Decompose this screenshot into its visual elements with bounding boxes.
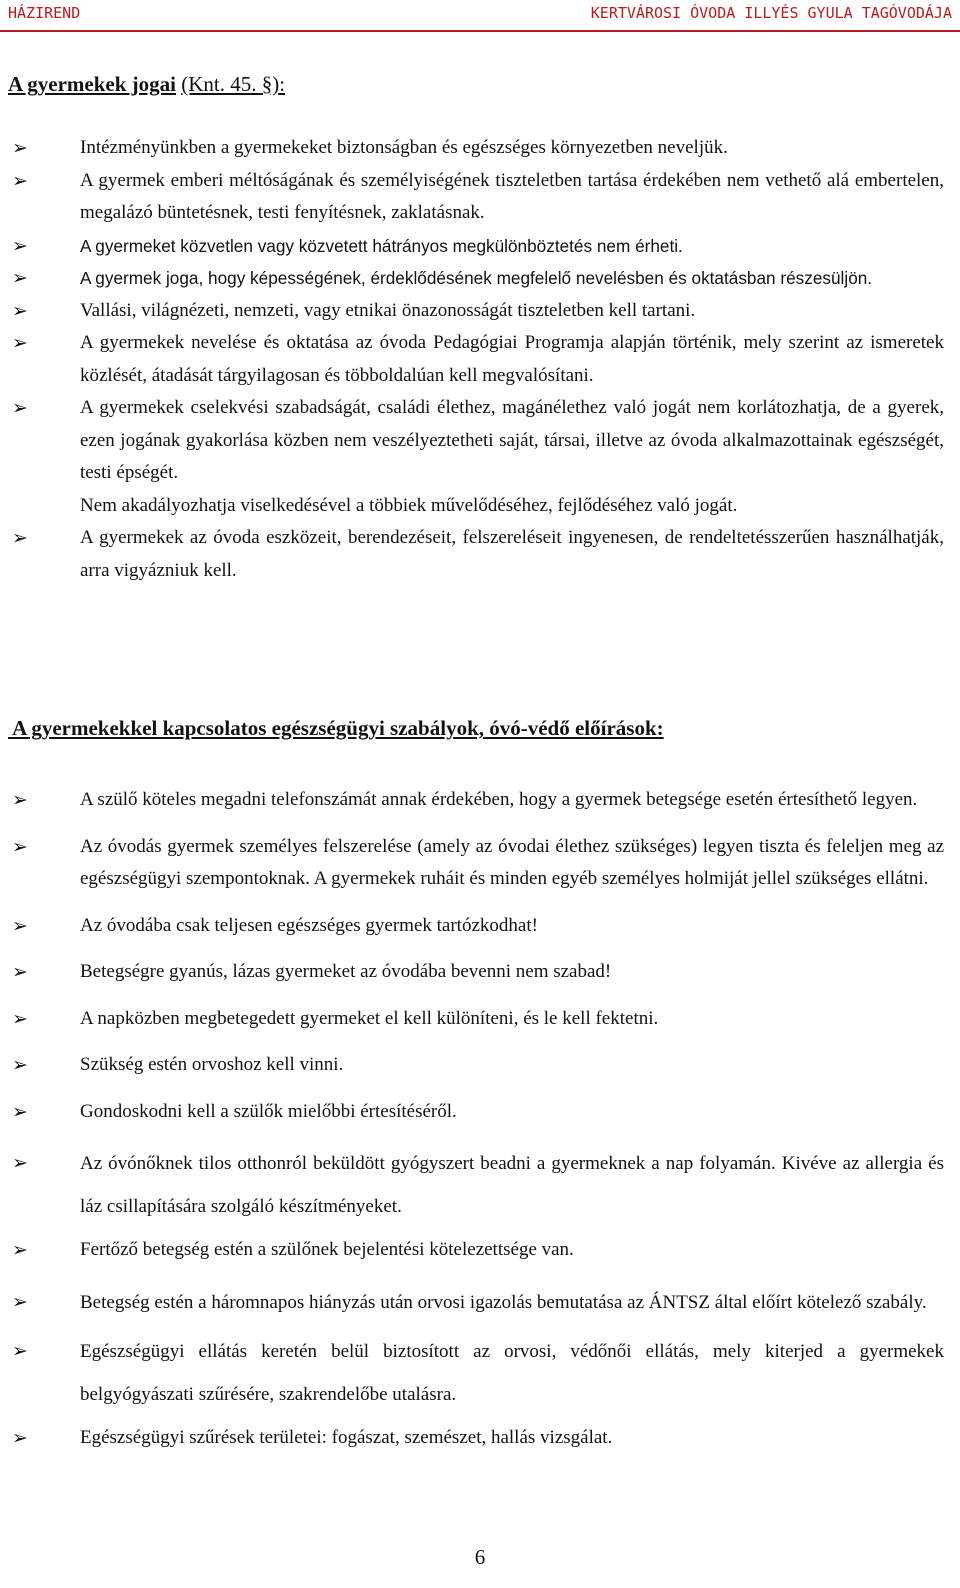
list-item-text: Betegség estén a háromnapos hiányzás után orvosi igazolás bemutatása az ÁNTSZ által előírt kötelező szabály. [80,1291,927,1313]
arrow-bullet-icon: ➢ [12,137,28,159]
arrow-bullet-icon: ➢ [12,234,28,257]
list-item-text: A gyermekek az óvoda eszközeit, berendezéseit, felszereléseit ingyenesen, de rendeltetésszerűen használhatják, arra vigyázniuk kell. [80,527,944,581]
list-item [8,1049,944,1082]
arrow-bullet-icon: ➢ [12,299,28,322]
list-item-text: Egészségügyi ellátás keretén belül biztosított az orvosi, védőnői ellátás, mely kiterjed a gyermekek belgyógyászati szűrésére, szakrendelőbe utalásra. [80,1340,944,1405]
list-item [8,327,944,392]
list-item-text: A gyermekek cselekvési szabadságát, családi élethez, magánélethez való jogát nem korlátozhatja, de a gyerek, ezen jogának gyakorlása közben nem veszélyeztetheti saját, társai, illetve az óvoda alkalmazottainak egészségét, testi épségét. [80,397,944,483]
list-item [8,392,944,522]
list-item [8,784,944,817]
section1-title: A gyermekek jogai [8,72,176,96]
arrow-bullet-icon: ➢ [12,527,28,549]
header-right-title: KERTVÁROSI ÓVODA ILLYÉS GYULA TAGÓVODÁJA [590,4,952,22]
arrow-bullet-icon: ➢ [12,332,28,354]
list-item [8,1142,944,1228]
list-item-text: Gondoskodni kell a szülők mielőbbi értesítéséről. [80,1100,457,1122]
children-rights-list [8,132,944,587]
section1-title-ref: (Knt. 45. §): [181,72,286,96]
arrow-bullet-icon: ➢ [12,1290,28,1313]
list-item-text: Az óvodás gyermek személyes felszerelése (amely az óvodai élethez szükséges) legyen tiszta és feleljen meg az egészségügyi szempontoknak. A gyermekek ruháit és minden egyéb személyes holmiját jellel szükséges ellátni. [80,835,944,889]
list-item-text: Az óvónőknek tilos otthonról beküldött gyógyszert beadni a gyermeknek a nap folyamán. Kivéve az allergia és láz csillapítására szolgáló készítményeket. [80,1153,944,1217]
list-item-text: A gyermeket közvetlen vagy közvetett hátrányos megkülönböztetés nem érheti. [80,235,683,256]
header-rule [0,30,960,32]
list-item-text: Intézményünkben a gyermekeket biztonságban és egészséges környezetben neveljük. [80,137,728,158]
page-header [0,0,960,28]
list-item-text: A szülő köteles megadni telefonszámát annak érdekében, hogy a gyermek betegsége esetén értesíthető legyen. [80,789,918,810]
list-item [8,1422,944,1455]
list-item-text: A gyermek joga, hogy képességének, érdeklődésének megfelelő nevelésben és oktatásban részesüljön. [80,268,873,288]
list-item [8,262,944,295]
list-item [8,295,944,328]
section1-heading [8,72,285,97]
arrow-bullet-icon: ➢ [12,789,28,811]
list-item [8,132,944,165]
health-rules-list [8,784,944,1468]
list-item [8,1003,944,1036]
arrow-bullet-icon: ➢ [12,1426,28,1449]
list-item [8,522,944,587]
list-item [8,831,944,896]
arrow-bullet-icon: ➢ [12,914,28,937]
list-item [8,230,944,263]
arrow-bullet-icon: ➢ [12,1054,28,1076]
list-item [8,1281,944,1324]
arrow-bullet-icon: ➢ [12,1007,28,1030]
arrow-bullet-icon: ➢ [12,1100,28,1123]
list-item [8,165,944,230]
list-item [8,1234,944,1267]
arrow-bullet-icon: ➢ [12,1339,28,1362]
arrow-bullet-icon: ➢ [12,835,28,858]
list-item-text: A gyermek emberi méltóságának és személyiségének tiszteletben tartása érdekében nem vethető alá embertelen, megalázó büntetésnek, testi fenyítésnek, zaklatásnak. [80,169,944,223]
arrow-bullet-icon: ➢ [12,267,28,289]
list-item [8,1096,944,1129]
list-item-text: Szükség estén orvoshoz kell vinni. [80,1054,344,1075]
list-item [8,910,944,943]
list-item-text: Fertőző betegség estén a szülőnek bejelentési kötelezettsége van. [80,1239,574,1260]
page-number: 6 [474,1545,486,1569]
section2-title: A gyermekekkel kapcsolatos egészségügyi szabályok, óvó-védő előírások: [8,716,664,740]
list-item-text: Betegségre gyanús, lázas gyermeket az óvodába bevenni nem szabad! [80,961,612,982]
list-item [8,1330,944,1416]
arrow-bullet-icon: ➢ [12,169,28,192]
list-item-extra-text: Nem akadályozhatja viselkedésével a többiek művelődéséhez, fejlődéséhez való jogát. [80,494,738,516]
arrow-bullet-icon: ➢ [12,1239,28,1261]
list-item-text: A gyermekek nevelése és oktatása az óvoda Pedagógiai Programja alapján történik, mely szerint az ismeretek közlését, átadását tárgyilagosan és többoldalúan kell megvalósítani. [80,332,944,386]
list-item-text: Az óvodába csak teljesen egészséges gyermek tartózkodhat! [80,914,538,936]
header-left-title: HÁZIREND [8,4,81,22]
arrow-bullet-icon: ➢ [12,1152,28,1174]
list-item-text: Egészségügyi szűrések területei: fogászat, szemészet, hallás vizsgálat. [80,1426,613,1448]
list-item-text: Vallási, világnézeti, nemzeti, vagy etnikai önazonosságát tiszteletben kell tartani. [80,299,696,321]
arrow-bullet-icon: ➢ [12,397,28,419]
list-item-text: A napközben megbetegedett gyermeket el kell különíteni, és le kell fektetni. [80,1007,659,1029]
arrow-bullet-icon: ➢ [12,961,28,983]
list-item [8,956,944,989]
